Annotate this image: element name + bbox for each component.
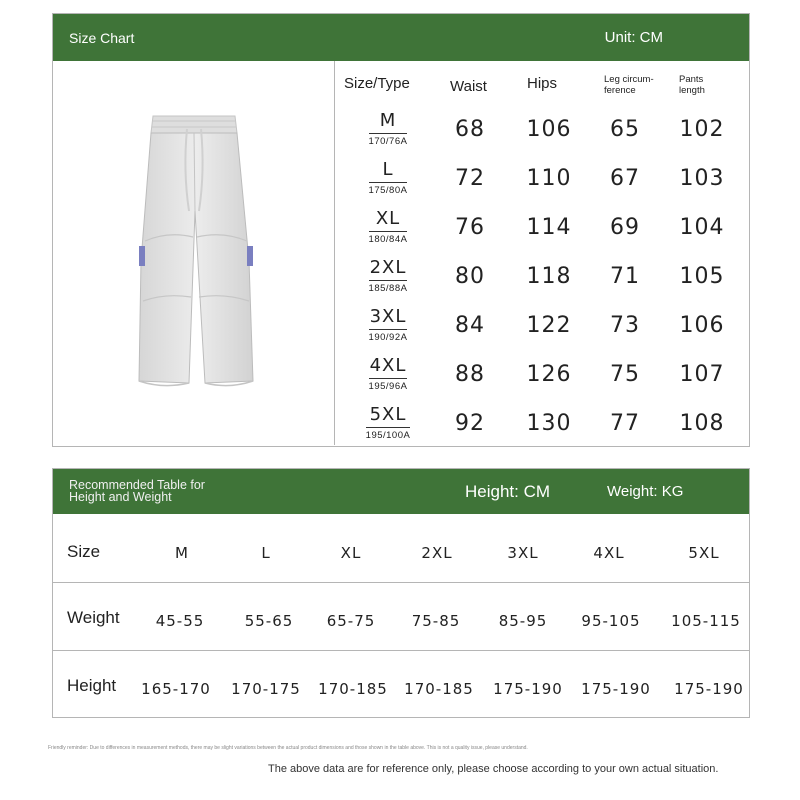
size-type: 175/80A — [369, 182, 408, 196]
waist-value: 68 — [455, 117, 485, 142]
header-hips: Hips — [527, 75, 558, 92]
height-cell: 170-185 — [404, 680, 474, 698]
hips-value: 110 — [526, 166, 572, 191]
size-label: 5XL — [369, 404, 407, 425]
size-row — [336, 258, 749, 307]
waist-value: 80 — [455, 264, 485, 289]
size-cell: L — [261, 544, 271, 562]
waist-value: 84 — [455, 313, 485, 338]
size-cell: 5XL — [688, 544, 720, 562]
height-unit: Height: CM — [465, 482, 551, 501]
height-cell: 175-190 — [493, 680, 563, 698]
size-chart-header-bar — [53, 14, 749, 61]
pants-length-value: 105 — [679, 264, 725, 289]
hips-value: 118 — [526, 264, 572, 289]
recommended-title-line2: Height and Weight — [69, 490, 172, 504]
waist-value: 76 — [455, 215, 485, 240]
leg-circumference-value: 73 — [610, 313, 640, 338]
size-row — [336, 160, 749, 209]
size-chart-title: Size Chart — [69, 30, 135, 46]
weight-unit: Weight: KG — [607, 483, 684, 500]
weight-cell: 65-75 — [326, 612, 376, 630]
row-label-size: Size — [67, 542, 101, 561]
weight-cell: 85-95 — [498, 612, 548, 630]
size-label: 2XL — [369, 257, 407, 278]
size-chart-table — [336, 61, 749, 446]
weight-cell: 45-55 — [155, 612, 205, 630]
pants-length-value: 102 — [679, 117, 725, 142]
height-cell: 170-185 — [318, 680, 388, 698]
size-label: L — [382, 159, 394, 180]
weight-cell: 95-105 — [581, 612, 641, 630]
size-row — [336, 209, 749, 258]
size-chart-unit: Unit: CM — [604, 29, 663, 46]
size-cell: M — [175, 544, 189, 562]
size-type: 170/76A — [369, 133, 408, 147]
hips-value: 106 — [526, 117, 572, 142]
recommended-row-size — [53, 514, 749, 582]
size-type: 195/96A — [369, 378, 408, 392]
size-row — [336, 356, 749, 405]
reference-note: The above data are for reference only, please choose according to your own actual situation. — [268, 763, 719, 775]
size-type: 190/92A — [369, 329, 408, 343]
recommended-title — [69, 479, 205, 503]
pants-illustration — [53, 61, 335, 445]
size-label: M — [379, 110, 397, 131]
row-label-height: Height — [67, 676, 117, 695]
size-label: 4XL — [369, 355, 407, 376]
size-cell: 4XL — [593, 544, 625, 562]
height-cell: 175-190 — [674, 680, 744, 698]
waist-value: 88 — [455, 362, 485, 387]
weight-cell: 105-115 — [671, 612, 741, 630]
hips-value: 122 — [526, 313, 572, 338]
header-waist: Waist — [450, 78, 487, 95]
size-type: 180/84A — [369, 231, 408, 245]
header-pants-length: Pants length — [679, 74, 705, 96]
size-cell: 3XL — [507, 544, 539, 562]
size-chart-panel — [52, 13, 750, 447]
pants-length-value: 107 — [679, 362, 725, 387]
size-type: 195/100A — [366, 427, 411, 441]
size-cell: XL — [340, 544, 362, 562]
recommended-row-height — [53, 650, 749, 718]
recommended-title-line1: Recommended Table for — [69, 478, 205, 492]
size-row — [336, 111, 749, 160]
height-cell: 170-175 — [231, 680, 301, 698]
hips-value: 114 — [526, 215, 572, 240]
header-leg-circumference: Leg circum- ference — [604, 74, 654, 96]
recommended-row-weight — [53, 582, 749, 650]
size-type: 185/88A — [369, 280, 408, 294]
leg-circumference-value: 65 — [610, 117, 640, 142]
row-label-weight: Weight — [67, 608, 120, 627]
measurement-reminder: Friendly reminder: Due to differences in measurement methods, there may be slight variations between the actual product dimensions and those shown in the table above. This is not a quality issue, please understand. — [48, 745, 528, 751]
leg-circumference-value: 67 — [610, 166, 640, 191]
leg-circumference-value: 75 — [610, 362, 640, 387]
size-row — [336, 405, 749, 454]
pants-length-value: 104 — [679, 215, 725, 240]
size-row — [336, 307, 749, 356]
pants-length-value: 103 — [679, 166, 725, 191]
height-cell: 165-170 — [141, 680, 211, 698]
recommended-header-bar — [53, 469, 749, 514]
pants-product-image — [53, 61, 335, 445]
size-cell: 2XL — [421, 544, 453, 562]
size-label: XL — [375, 208, 401, 229]
weight-cell: 55-65 — [244, 612, 294, 630]
leg-circumference-value: 69 — [610, 215, 640, 240]
height-cell: 175-190 — [581, 680, 651, 698]
waist-value: 92 — [455, 411, 485, 436]
header-size-type: Size/Type — [344, 75, 410, 92]
hips-value: 126 — [526, 362, 572, 387]
hips-value: 130 — [526, 411, 572, 436]
recommended-table-panel — [52, 468, 750, 718]
waist-value: 72 — [455, 166, 485, 191]
leg-circumference-value: 77 — [610, 411, 640, 436]
size-label: 3XL — [369, 306, 407, 327]
leg-circumference-value: 71 — [610, 264, 640, 289]
weight-cell: 75-85 — [411, 612, 461, 630]
pants-length-value: 106 — [679, 313, 725, 338]
pants-length-value: 108 — [679, 411, 725, 436]
